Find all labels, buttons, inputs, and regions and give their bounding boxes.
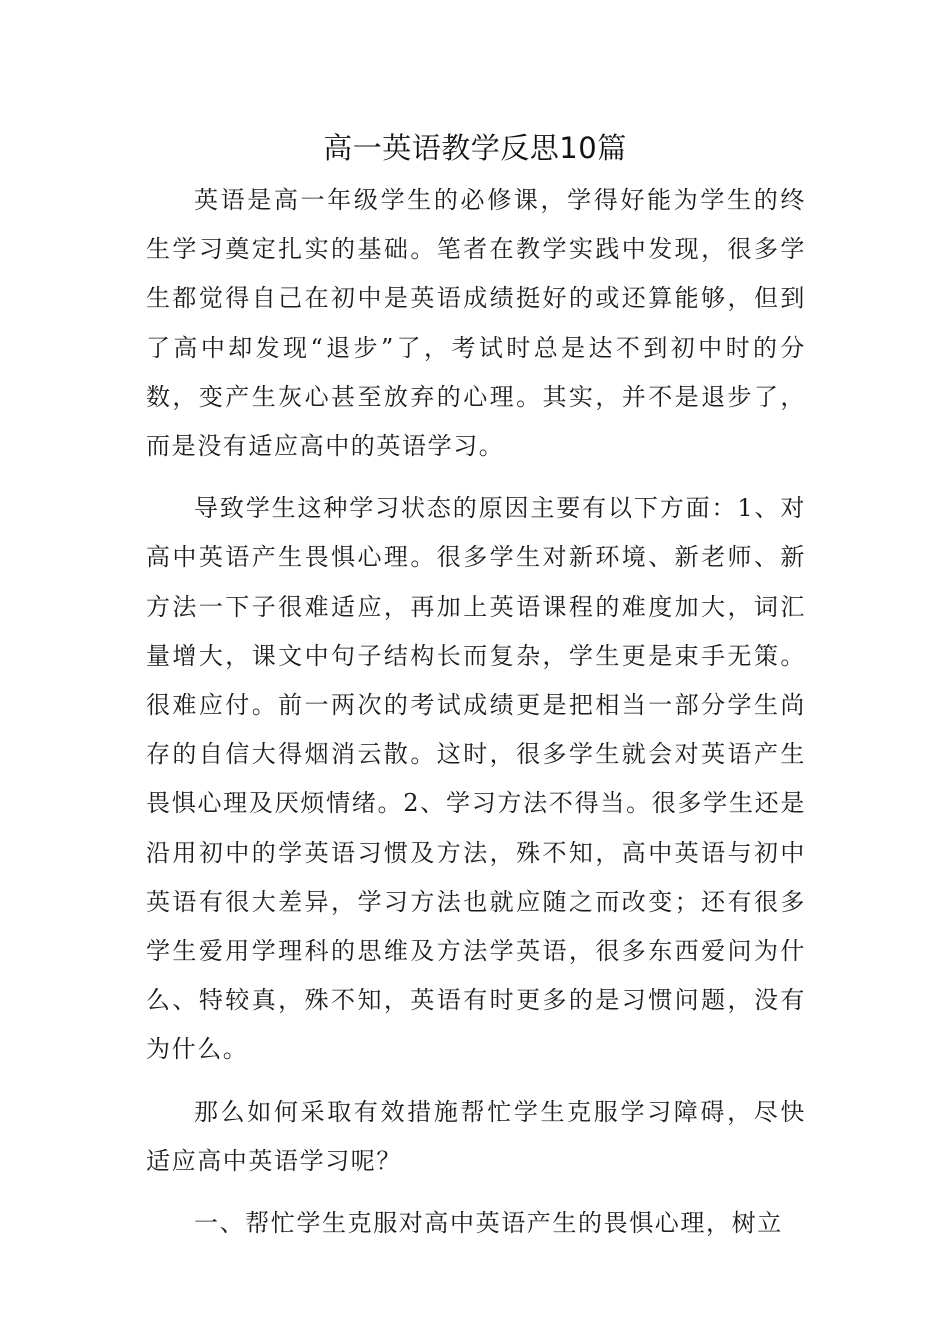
document-body [146,176,806,1261]
paragraph-section-one: 一、帮忙学生克服对高中英语产生的畏惧心理，树立 [194,1209,783,1238]
paragraph-causes: 导致学生这种学习状态的原因主要有以下方面：1、对高中英语产生畏惧心理。很多学生对新环境、新老师、新方法一下子很难适应，再加上英语课程的难度加大，词汇量增大，课文中句子结构长而复杂，学生更是束手无策。很难应付。前一两次的考试成绩更是把相当一部分学生尚存的自信大得烟消云散。这时，很多学生就会对英语产生畏惧心理及厌烦情绪。2、学习方法不得当。很多学生还是沿用初中的学英语习惯及方法，殊不知，高中英语与初中英语有很大差异，学习方法也就应随之而改变；还有很多学生爱用学理科的思维及方法学英语，很多东西爱问为什么、特较真，殊不知，英语有时更多的是习惯问题，没有为什么。 [146,494,806,1064]
paragraph-intro: 英语是高一年级学生的必修课，学得好能为学生的终生学习奠定扎实的基础。笔者在教学实践中发现，很多学生都觉得自己在初中是英语成绩挺好的或还算能够，但到了高中却发现“退步”了，考试时总是达不到初中时的分数，变产生灰心甚至放弃的心理。其实，并不是退步了，而是没有适应高中的英语学习。 [146,186,806,461]
document-title: 高一英语教学反思10篇 [323,131,627,165]
paragraph-question: 那么如何采取有效措施帮忙学生克服学习障碍，尽快适应高中英语学习呢？ [146,1097,806,1175]
